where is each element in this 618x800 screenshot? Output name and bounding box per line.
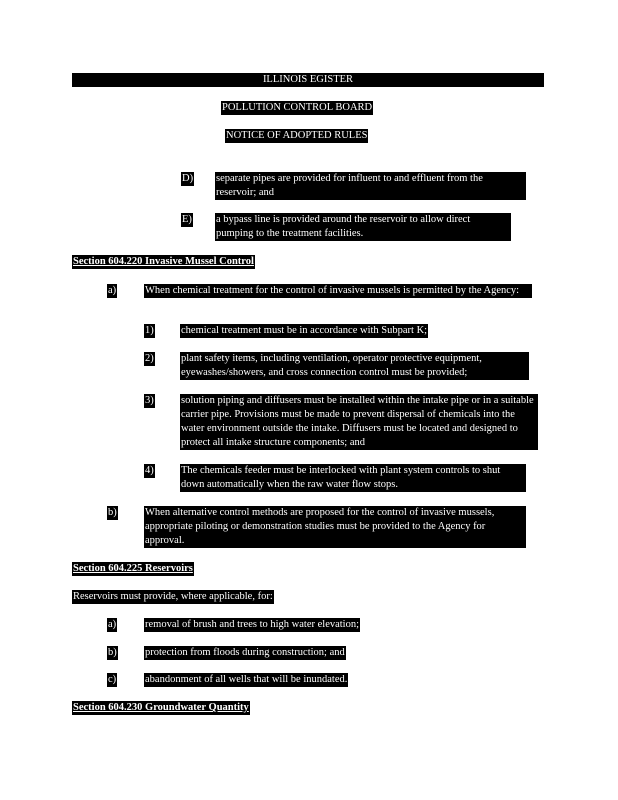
section-220-label-a: a): [108, 285, 117, 296]
section-220-item-3: solution piping and diffusers must be installed within the intake pipe or in a suitable carrier pipe. Provisions must be made to prevent dispersal of chemicals into the water environment outside the intake. Diffusers must be located and designed to protect all intake structure components; and: [180, 394, 538, 450]
list-label-d: D): [182, 173, 194, 184]
section-220-label-b: b): [108, 507, 117, 518]
section-220-label-1: 1): [145, 325, 154, 336]
section-225-item-c: abandonment of all wells that will be inundated.: [145, 674, 348, 685]
notice-title: NOTICE OF ADOPTED RULES: [226, 130, 368, 141]
section-225-label-b: b): [108, 647, 117, 658]
section-heading-220: Section 604.220 Invasive Mussel Control: [73, 256, 254, 267]
section-heading-230: Section 604.230 Groundwater Quantity: [73, 702, 249, 713]
section-225-label-a: a): [108, 619, 117, 630]
board-name: POLLUTION CONTROL BOARD: [222, 102, 373, 113]
list-label-e: E): [182, 214, 192, 225]
section-220-label-2: 2): [145, 353, 154, 364]
section-225-label-c: c): [108, 674, 117, 685]
section-225-item-a: removal of brush and trees to high water elevation;: [145, 619, 360, 630]
register-title: ILLINOIS EGISTER: [72, 73, 544, 87]
section-220-paragraph-a: When chemical treatment for the control of invasive mussels is permitted by the Agency:: [144, 284, 532, 298]
section-220-paragraph-b: When alternative control methods are proposed for the control of invasive mussels, appropriate piloting or demonstration studies must be provided to the Agency for approval.: [144, 506, 526, 548]
section-225-intro: Reservoirs must provide, where applicable, for:: [73, 591, 273, 602]
section-225-item-b: protection from floods during construction; and: [145, 647, 345, 658]
section-220-item-1: chemical treatment must be in accordance with Subpart K;: [181, 325, 428, 336]
section-220-label-4: 4): [145, 465, 154, 476]
list-item-e: a bypass line is provided around the reservoir to allow direct pumping to the treatment facilities.: [215, 213, 511, 241]
section-heading-225: Section 604.225 Reservoirs: [73, 563, 193, 574]
list-item-d: separate pipes are provided for influent to and effluent from the reservoir; and: [215, 172, 526, 200]
section-220-label-3: 3): [145, 395, 154, 406]
section-220-item-4: The chemicals feeder must be interlocked with plant system controls to shut down automatically when the raw water flow stops.: [180, 464, 526, 492]
section-220-item-2: plant safety items, including ventilation, operator protective equipment, eyewashes/showers, and cross connection control must be provided;: [180, 352, 529, 380]
